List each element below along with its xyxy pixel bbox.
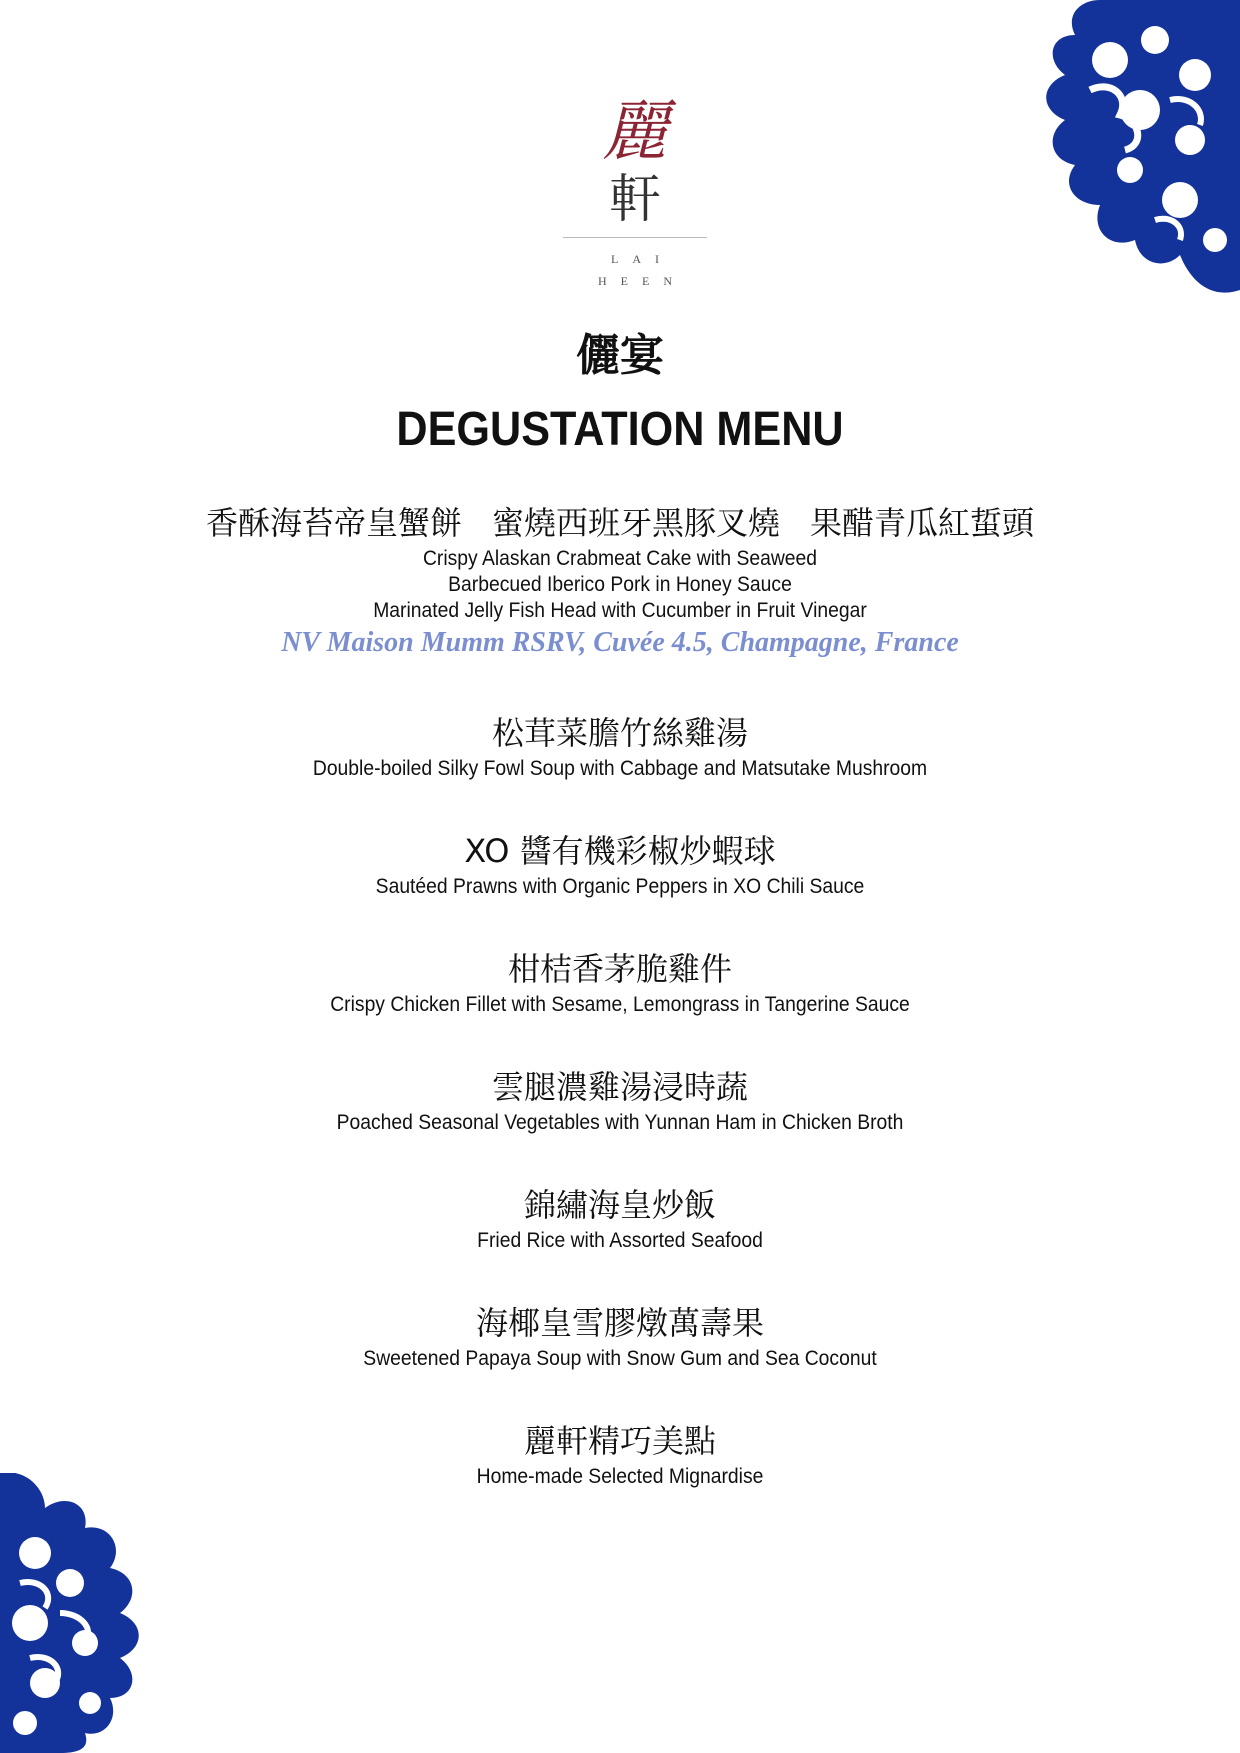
course-english-item: Crispy Alaskan Crabmeat Cake with Seaweed — [422, 547, 818, 570]
logo-char-top: 麗 — [602, 93, 668, 170]
course-english-item: Double-boiled Silky Fowl Soup with Cabbage and Matsutake Mushroom — [312, 757, 928, 780]
course-english-item: Sautéed Prawns with Organic Peppers in XO Chili Sauce — [375, 875, 865, 898]
course-4 — [0, 946, 1240, 1018]
course-english-item: Sweetened Papaya Soup with Snow Gum and Sea Coconut — [363, 1347, 877, 1370]
course-2 — [0, 710, 1240, 782]
course-chinese-item: 麗軒精巧美點 — [523, 1422, 716, 1460]
course-7 — [0, 1300, 1240, 1372]
course-6 — [0, 1182, 1240, 1254]
course-english-item: Marinated Jelly Fish Head with Cucumber in Fruit Vinegar — [373, 599, 867, 622]
course-english-item: Crispy Chicken Fillet with Sesame, Lemongrass in Tangerine Sauce — [330, 993, 910, 1016]
course-english-item: Poached Seasonal Vegetables with Yunnan Ham in Chicken Broth — [336, 1111, 904, 1134]
course-chinese-item: 錦繡海皇炒飯 — [523, 1186, 716, 1224]
logo-latin-line1: LAI — [611, 252, 673, 266]
wine-pairing: NV Maison Mumm RSRV, Cuvée 4.5, Champagne, France — [281, 627, 959, 658]
course-chinese-item: 果醋青瓜紅蜇頭 — [810, 504, 1035, 542]
course-chinese-line — [0, 500, 1240, 546]
course-chinese-item: 雲腿濃雞湯浸時蔬 — [491, 1068, 748, 1106]
corner-ornament-bottom-left — [0, 1473, 270, 1753]
course-english-item: Fried Rice with Assorted Seafood — [477, 1229, 763, 1252]
course-chinese-item: 海椰皇雪膠燉萬壽果 — [475, 1304, 764, 1342]
course-5 — [0, 1064, 1240, 1136]
course-8 — [0, 1418, 1240, 1490]
course-1 — [0, 500, 1240, 660]
course-chinese-item: XO 醬有機彩椒炒蝦球 — [464, 832, 776, 870]
menu-title-english: DEGUSTATION MENU — [396, 403, 844, 456]
corner-ornament-top-right — [940, 0, 1240, 300]
logo-latin-line2: HEEN — [598, 274, 686, 288]
course-chinese-item: 香酥海苔帝皇蟹餅 — [205, 504, 462, 542]
course-chinese-item: 柑桔香茅脆雞件 — [507, 950, 732, 988]
logo-divider — [563, 237, 707, 238]
restaurant-logo — [560, 95, 710, 292]
menu-title-chinese: 儷宴 — [576, 330, 664, 381]
course-chinese-item: 松茸菜膽竹絲雞湯 — [491, 714, 748, 752]
course-english-item: Barbecued Iberico Pork in Honey Sauce — [448, 573, 792, 596]
logo-char-bottom: 軒 — [608, 170, 661, 230]
course-3 — [0, 828, 1240, 900]
course-english-item: Home-made Selected Mignardise — [476, 1465, 764, 1488]
course-chinese-item: 蜜燒西班牙黑豚叉燒 — [491, 504, 780, 542]
menu-courses — [0, 500, 1240, 1490]
